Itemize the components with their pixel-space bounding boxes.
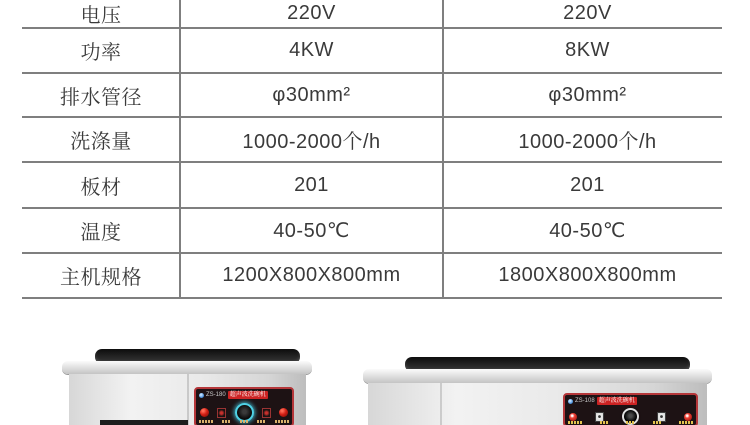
- spec-value-model1: 4KW: [289, 39, 334, 61]
- spec-row-wash-capacity: [22, 118, 722, 163]
- spec-row-temperature: [22, 209, 722, 254]
- spec-label: 主机规格: [60, 267, 142, 289]
- table-column-divider: [442, 0, 444, 299]
- switch-icon: [262, 408, 271, 418]
- table-column-divider: [179, 0, 181, 299]
- machine-body: [69, 374, 306, 425]
- panel-model-label: ZS-180: [206, 391, 226, 398]
- indicator-lamp-icon: [684, 413, 692, 421]
- panel-product-badge: 超声波洗碗机: [598, 398, 635, 404]
- panel-caption-text: [199, 420, 213, 423]
- spec-value-model2: 40-50℃: [549, 220, 626, 242]
- panel-caption-text: [679, 421, 693, 424]
- panel-caption-text: [626, 421, 635, 424]
- machine-body: [368, 383, 707, 425]
- switch-icon: [217, 408, 226, 418]
- spec-value-model2: φ30mm²: [548, 83, 627, 106]
- spec-table: [22, 0, 722, 299]
- spec-value-model2: 1800X800X800mm: [498, 264, 677, 286]
- spec-value-model1: 40-50℃: [273, 220, 350, 242]
- spec-value-model1: 201: [294, 173, 329, 196]
- spec-value-model1: 1000-2000个/h: [242, 131, 381, 153]
- spec-value-model2: 220V: [563, 2, 612, 24]
- panel-label-strip: [568, 421, 693, 424]
- body-seam: [440, 383, 442, 425]
- panel-label-strip: [199, 420, 289, 423]
- spec-value-model1: 1200X800X800mm: [222, 264, 401, 286]
- brand-logo-icon: [568, 399, 573, 404]
- spec-value-model2: 1000-2000个/h: [518, 131, 657, 153]
- panel-caption-text: [275, 420, 289, 423]
- spec-value-model2: 8KW: [565, 39, 610, 61]
- panel-caption-text: [568, 421, 582, 424]
- panel-caption-text: [600, 421, 609, 424]
- panel-caption-text: [257, 420, 266, 423]
- panel-model-label: ZS-108: [575, 397, 595, 404]
- control-panel: [563, 393, 698, 425]
- spec-label: 温度: [80, 222, 122, 244]
- indicator-lamp-icon: [569, 413, 577, 421]
- panel-product-badge: 超声波洗碗机: [229, 392, 266, 398]
- spec-row-power: [22, 29, 722, 74]
- spec-row-plate-material: [22, 163, 722, 209]
- body-seam: [187, 374, 189, 425]
- spec-row-drain-diameter: [22, 74, 722, 118]
- brand-logo-icon: [199, 393, 204, 398]
- spec-label: 排水管径: [60, 86, 142, 109]
- panel-title: [565, 395, 696, 405]
- spec-label: 洗涤量: [70, 131, 132, 153]
- panel-title: [196, 389, 292, 399]
- panel-caption-text: [222, 420, 231, 423]
- spec-label: 功率: [80, 42, 122, 64]
- spec-label: 电压: [80, 5, 122, 27]
- body-lower-recess: [100, 420, 188, 425]
- switch-icon: [657, 412, 666, 422]
- lid-rim: [62, 361, 312, 374]
- lid-rim: [363, 369, 712, 383]
- panel-caption-text: [240, 420, 249, 423]
- spec-value-model1: φ30mm²: [272, 83, 351, 106]
- spec-value-model1: 220V: [287, 2, 336, 24]
- switch-icon: [595, 412, 604, 422]
- panel-caption-text: [653, 421, 662, 424]
- red-knob-icon: [200, 408, 209, 417]
- spec-label: 板材: [80, 176, 122, 199]
- spec-value-model2: 201: [570, 173, 605, 196]
- control-panel: [194, 387, 294, 425]
- red-knob-icon: [279, 408, 288, 417]
- spec-row-voltage: [22, 0, 722, 29]
- spec-row-machine-size: [22, 254, 722, 299]
